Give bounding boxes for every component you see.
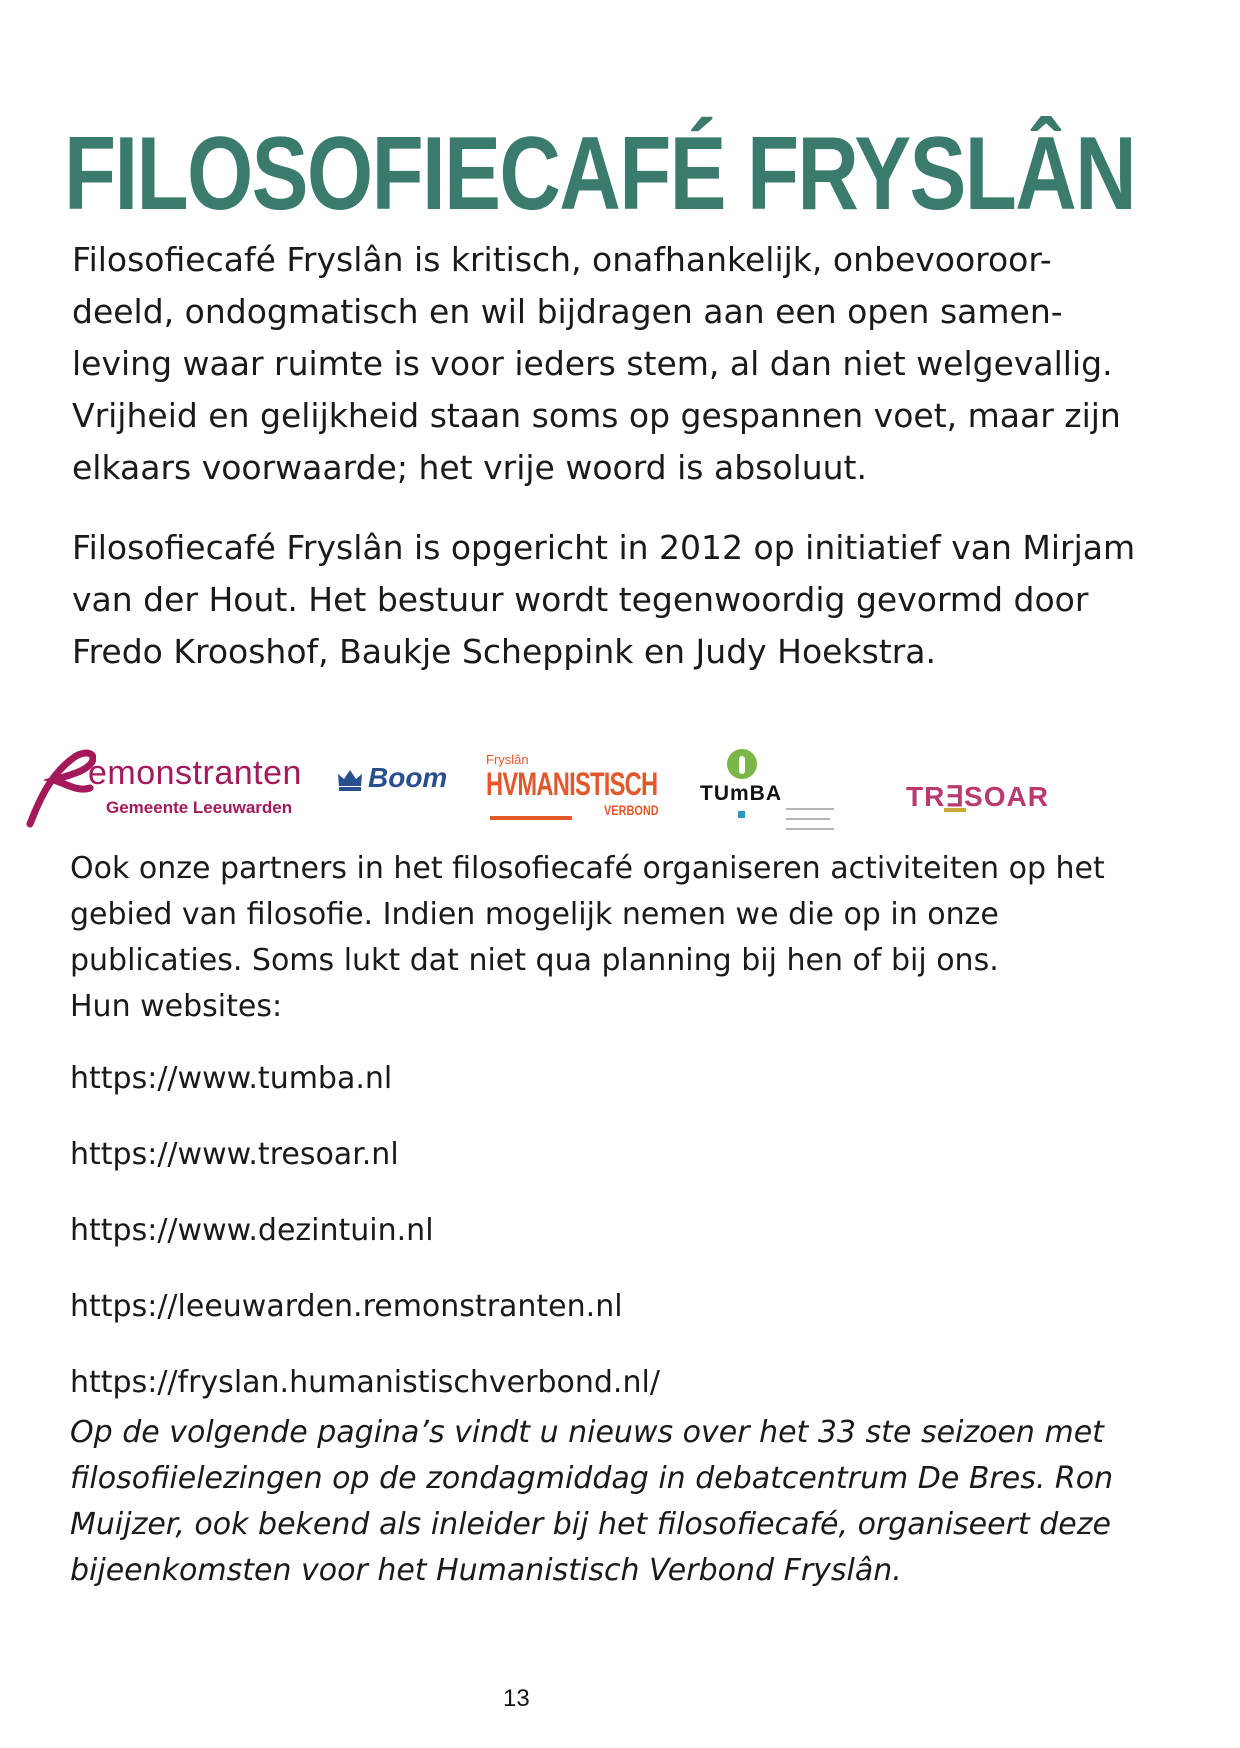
website-link[interactable]: https://www.tumba.nl xyxy=(70,1061,393,1096)
website-link[interactable]: https://leeuwarden.remonstranten.nl xyxy=(70,1289,623,1324)
website-link[interactable]: https://fryslan.humanistischverbond.nl/ xyxy=(70,1365,660,1400)
tumba-logo xyxy=(698,748,858,840)
crown-icon xyxy=(336,766,364,792)
remonstranten-name: emonstranten xyxy=(88,754,302,792)
remonstranten-r-mark xyxy=(26,748,96,828)
websites-label: Hun websites: xyxy=(70,989,283,1024)
page-title: FILOSOFIECAFÉ FRYSLÂN xyxy=(64,116,1136,232)
tumba-name: TUmBA xyxy=(700,782,782,805)
hv-subtitle: VERBOND xyxy=(604,802,659,818)
intro-paragraph: Filosofiecafé Fryslân is kritisch, onafhankelijk, onbevooroor-deeld, ondogmatisch en wil bijdragen aan een open samen-leving waar ruimte is voor ieders stem, al dan niet welgevallig. Vrijheid en gelijkheid staan soms op gespannen voet, maar zijn elkaars voorwaarde; het vrije woord is absoluut. xyxy=(72,240,1121,487)
humanistisch-verbond-logo xyxy=(486,752,676,822)
hv-underline xyxy=(490,816,572,820)
hv-name: HVMANISTISCH xyxy=(486,766,658,802)
website-link[interactable]: https://www.dezintuin.nl xyxy=(70,1213,434,1248)
partners-text: Ook onze partners in het filosofiecafé organiseren activiteiten op het gebied van filosofie. Indien mogelijk nemen we die op in onze publicaties. Soms lukt dat niet qua planning bij hen of bij ons. xyxy=(70,851,1105,978)
partners-paragraph xyxy=(70,846,1170,1030)
website-list xyxy=(70,1058,660,1404)
tresoar-logo xyxy=(906,774,1056,814)
tresoar-name: TR∃SOAR xyxy=(906,781,1049,812)
page-number: 13 xyxy=(503,1685,530,1712)
hv-region: Fryslân xyxy=(486,752,529,767)
boom-name: Boom xyxy=(368,762,448,793)
boom-logo xyxy=(336,762,466,802)
remonstranten-logo xyxy=(26,748,326,828)
remonstranten-subtitle: Gemeente Leeuwarden xyxy=(106,798,293,817)
next-pages-note: Op de volgende pagina’s vindt u nieuws over het 33 ste seizoen met filosofiielezingen op de zondagmiddag in debatcentrum De Bres. Ron Muijzer, ook bekend als inleider bij het filosofiecafé, organiseert deze bijeenkomsten voor het Humanistisch Verbond Fryslân. xyxy=(70,1415,1114,1588)
partner-logos xyxy=(26,748,1066,832)
website-link[interactable]: https://www.tresoar.nl xyxy=(70,1137,399,1172)
founding-paragraph: Filosofiecafé Fryslân is opgericht in 2012 op initiatief van Mirjam van der Hout. Het bestuur wordt tegenwoordig gevormd door Fredo Krooshof, Baukje Scheppink en Judy Hoekstra. xyxy=(72,528,1136,671)
